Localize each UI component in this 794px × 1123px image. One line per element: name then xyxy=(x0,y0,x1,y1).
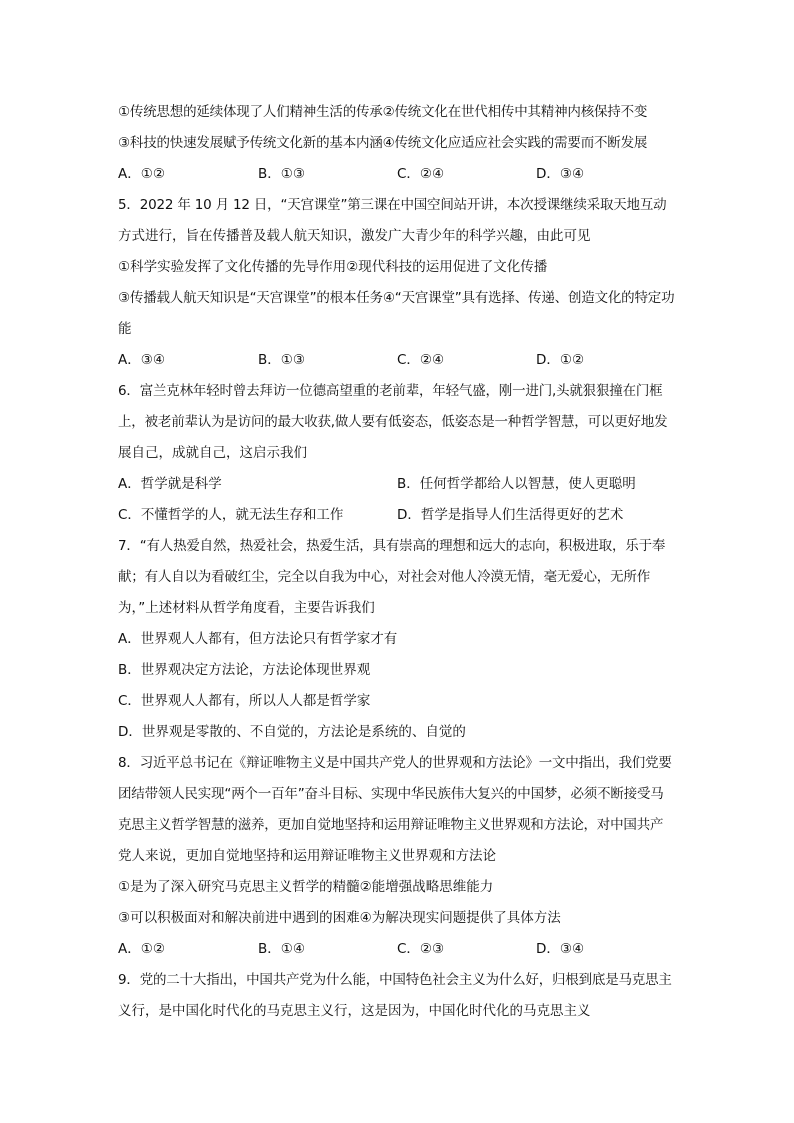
q6-stem-line-3: 展自己，成就自己，这启示我们 xyxy=(118,445,307,461)
q8-statement-line-2: ③可以积极面对和解决前进中遇到的困难④为解决现实问题提供了具体方法 xyxy=(118,910,561,926)
q5-options xyxy=(118,350,718,370)
q8-statement-line-1: ①是为了深入研究马克思主义哲学的精髓②能增强战略思维能力 xyxy=(118,879,494,895)
q5-option-b: B．①③ xyxy=(258,352,305,368)
q4-option-d: D．③④ xyxy=(536,166,585,182)
q6-stem-line-2: 上，被老前辈认为是访问的最大收获,做人要有低姿态，低姿态是一种哲学智慧，可以更好地发 xyxy=(118,414,668,430)
q6-option-c: C．不懂哲学的人，就无法生存和工作 xyxy=(118,507,344,523)
q7-option-d: D．世界观是零散的、不自觉的，方法论是系统的、自觉的 xyxy=(118,724,466,740)
q8-option-a: A．①② xyxy=(118,941,165,957)
q7-option-a: A．世界观人人都有，但方法论只有哲学家才有 xyxy=(118,631,398,647)
q4-statement-line-2: ③科技的快速发展赋予传统文化新的基本内涵④传统文化应适应社会实践的需要而不断发展 xyxy=(118,135,648,151)
q5-stem-line-2: 方式进行，旨在传播普及载人航天知识，激发广大青少年的科学兴趣，由此可见 xyxy=(118,228,591,244)
q8-option-b: B．①④ xyxy=(258,941,305,957)
q5-statement-line-1: ①科学实验发挥了文化传播的先导作用②现代科技的运用促进了文化传播 xyxy=(118,259,548,275)
q4-option-a: A．①② xyxy=(118,166,165,182)
q9-stem-line-1: 9．党的二十大指出，中国共产党为什么能，中国特色社会主义为什么好，归根到底是马克思主 xyxy=(118,972,672,988)
q6-option-b: B．任何哲学都给人以智慧，使人更聪明 xyxy=(397,476,636,492)
q4-option-b: B．①③ xyxy=(258,166,305,182)
q8-stem-line-3: 克思主义哲学智慧的滋养，更加自觉地坚持和运用辩证唯物主义世界观和方法论，对中国共产 xyxy=(118,817,664,833)
q7-option-b: B．世界观决定方法论，方法论体现世界观 xyxy=(118,662,371,678)
q8-stem-line-2: 团结带领人民实现“两个一百年”奋斗目标、实现中华民族伟大复兴的中国梦，必须不断接受马 xyxy=(118,786,664,802)
q5-stem-line-1: 5．2022 年 10 月 12 日，“天宫课堂”第三课在中国空间站开讲，本次授课继续采取天地互动 xyxy=(118,197,667,213)
q7-stem-line-3: 为，”上述材料从哲学角度看，主要告诉我们 xyxy=(118,600,375,616)
q6-option-a: A．哲学就是科学 xyxy=(118,476,222,492)
q7-option-c: C．世界观人人都有，所以人人都是哲学家 xyxy=(118,693,371,709)
q4-options xyxy=(118,164,718,184)
q4-statement-line-1: ①传统思想的延续体现了人们精神生活的传承②传统文化在世代相传中其精神内核保持不变 xyxy=(118,104,648,120)
q5-option-d: D．①② xyxy=(536,352,585,368)
q8-option-d: D．③④ xyxy=(536,941,585,957)
q6-stem-line-1: 6．富兰克林年轻时曾去拜访一位德高望重的老前辈，年轻气盛，刚一进门,头就狠狠撞在门框 xyxy=(118,383,663,399)
q8-stem-line-4: 党人来说，更加自觉地坚持和运用辩证唯物主义世界观和方法论 xyxy=(118,848,496,864)
q8-options xyxy=(118,939,718,959)
q5-option-c: C．②④ xyxy=(397,352,445,368)
q7-stem-line-1: 7．“有人热爱自然，热爱社会，热爱生活，具有崇高的理想和远大的志向，积极进取，乐于奉 xyxy=(118,538,666,554)
q5-statement-line-2: ③传播载人航天知识是“天宫课堂”的根本任务④“天宫课堂”具有选择、传递、创造文化的特定功 xyxy=(118,290,675,306)
q8-stem-line-1: 8．习近平总书记在《辩证唯物主义是中国共产党人的世界观和方法论》一文中指出，我们党要 xyxy=(118,755,672,771)
q8-option-c: C．②③ xyxy=(397,941,445,957)
q6-options-row-1 xyxy=(118,474,718,494)
q6-options-row-2 xyxy=(118,505,718,525)
q5-statement-line-3: 能 xyxy=(118,321,132,337)
q9-stem-line-2: 义行，是中国化时代化的马克思主义行，这是因为，中国化时代化的马克思主义 xyxy=(118,1003,591,1019)
q6-option-d: D．哲学是指导人们生活得更好的艺术 xyxy=(397,507,624,523)
q7-stem-line-2: 献；有人自以为看破红尘，完全以自我为中心，对社会对他人冷漠无情，毫无爱心，无所作 xyxy=(118,569,650,585)
q4-option-c: C．②④ xyxy=(397,166,445,182)
q5-option-a: A．③④ xyxy=(118,352,165,368)
